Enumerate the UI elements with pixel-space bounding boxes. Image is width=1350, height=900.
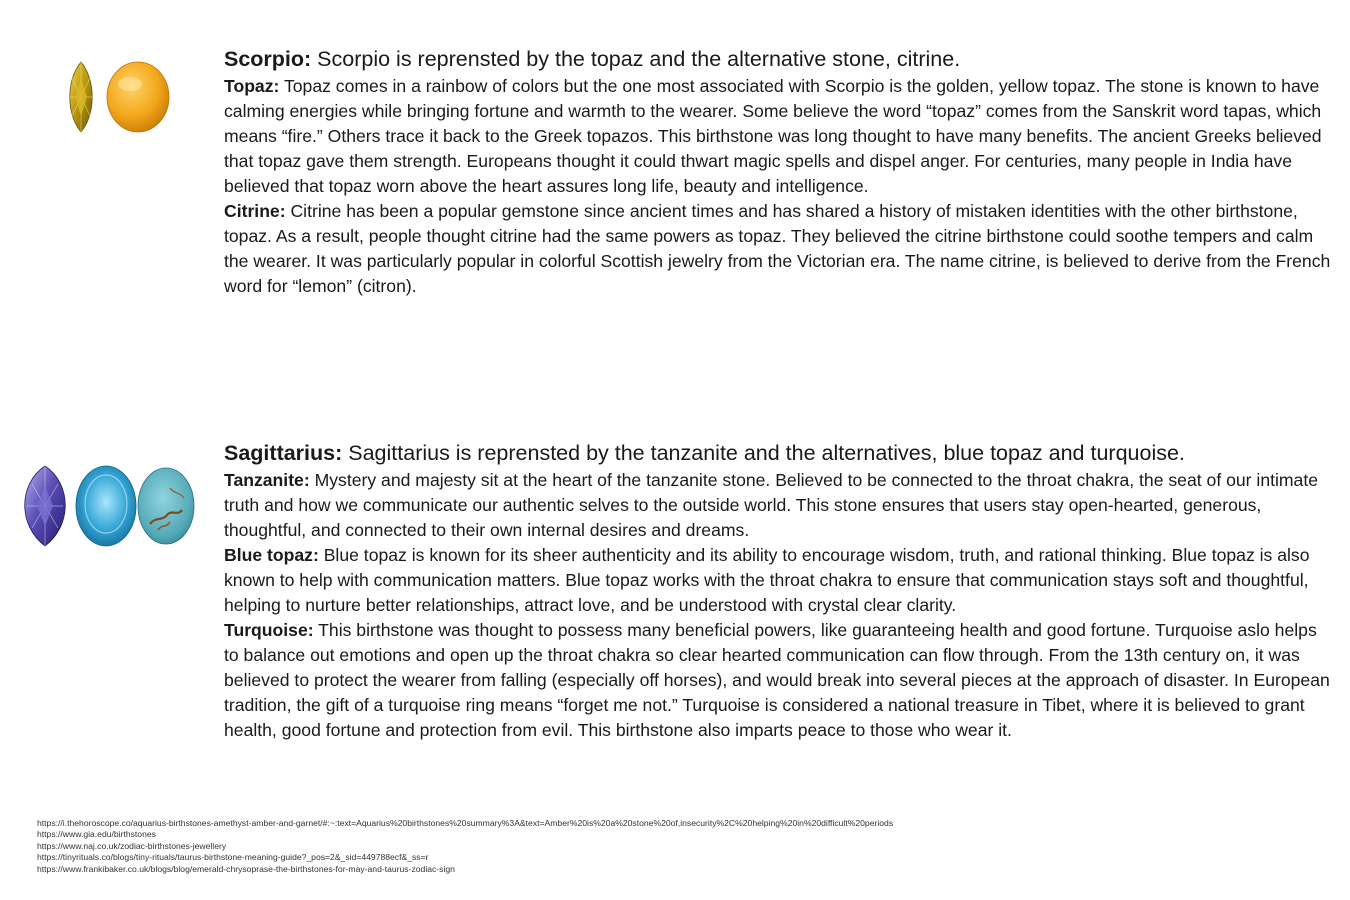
sagittarius-text <box>224 438 1334 743</box>
scorpio-gem-illustration <box>56 60 174 134</box>
turquoise-paragraph <box>224 618 1334 743</box>
blue-topaz-label: Blue topaz: <box>224 545 319 565</box>
citrine-oval-gem <box>107 62 169 132</box>
citrine-paragraph <box>224 199 1334 299</box>
topaz-marquise-gem <box>69 62 93 132</box>
tanzanite-paragraph <box>224 468 1334 543</box>
sagittarius-heading-label: Sagittarius: <box>224 441 343 465</box>
sagittarius-gems <box>24 464 196 548</box>
blue-topaz-description: Blue topaz is known for its sheer authenticity and its ability to encourage wisdom, truth, and rational thinking. Blue topaz is also known to help with communication matters. Blue topaz works with the throat chakra to ensure that communication stays soft and thoughtful, helping to nurture better relationships, attract love, and be understood with crystal clear clarity. <box>224 545 1310 615</box>
source-link[interactable]: https://www.frankibaker.co.uk/blogs/blog/emerald-chrysoprase-the-birthstones-for-may-and-taurus-zodiac-sign <box>37 863 455 874</box>
scorpio-gems <box>56 60 174 134</box>
tanzanite-marquise-gem <box>25 466 66 546</box>
sources-list <box>37 818 893 875</box>
source-link[interactable]: https://www.naj.co.uk/zodiac-birthstones-jewellery <box>37 840 227 851</box>
scorpio-text <box>224 44 1334 299</box>
source-link[interactable]: https://tinyrituals.co/blogs/tiny-rituals/taurus-birthstone-meaning-guide?_pos=2&_sid=449788ecf&_ss=r <box>37 852 429 863</box>
turquoise-label: Turquoise: <box>224 620 314 640</box>
blue-topaz-oval-gem <box>76 466 136 546</box>
citrine-label: Citrine: <box>224 201 286 221</box>
topaz-paragraph <box>224 74 1334 199</box>
sagittarius-section <box>0 438 1350 808</box>
topaz-description: Topaz comes in a rainbow of colors but the one most associated with Scorpio is the golden, yellow topaz. The stone is known to have calming energies while bringing fortune and warmth to the wearer. Some believe the word “topaz” comes from the Sanskrit word tapas, which means “fire.” Others trace it back to the Greek topazos. This birthstone was long thought to have many benefits. The ancient Greeks believed that topaz gave them strength. Europeans thought it could thwart magic spells and dispel anger. For centuries, many people in India have believed that topaz worn above the heart assures long life, beauty and intelligence. <box>224 76 1322 196</box>
citrine-description: Citrine has been a popular gemstone since ancient times and has shared a history of mistaken identities with the other birthstone, topaz. As a result, people thought citrine had the same powers as topaz. They believed the citrine birthstone could soothe tempers and calm the wearer. It was particularly popular in colorful Scottish jewelry from the Victorian era. The name citrine, is believed to derive from the French word for “lemon” (citron). <box>224 201 1331 296</box>
sagittarius-gem-illustration <box>24 464 196 548</box>
sagittarius-heading <box>224 438 1334 468</box>
scorpio-heading <box>224 44 1334 74</box>
source-link[interactable]: https://www.gia.edu/birthstones <box>37 829 156 840</box>
turquoise-description: This birthstone was thought to possess many beneficial powers, like guaranteeing health and good fortune. Turquoise aslo helps to balance out emotions and open up the throat chakra so clear hearted communication can flow through. From the 13th century on, it was believed to protect the wearer from falling (especially off horses), and would break into several pieces at the approach of disaster. In European tradition, the gift of a turquoise ring means “forget me not.” Turquoise is considered a national treasure in Tibet, where it is believed to grant health, good fortune and protection from evil. This birthstone also imparts peace to those who wear it. <box>224 620 1330 740</box>
tanzanite-label: Tanzanite: <box>224 470 310 490</box>
blue-topaz-paragraph <box>224 543 1334 618</box>
tanzanite-description: Mystery and majesty sit at the heart of the tanzanite stone. Believed to be connected to the throat chakra, the seat of our intimate truth and how we communicate our authentic selves to the outside world. This stone ensures that users stay open-hearted, generous, thoughtful, and connected to their own internal desires and dreams. <box>224 470 1319 540</box>
topaz-label: Topaz: <box>224 76 280 96</box>
scorpio-section <box>0 44 1350 344</box>
scorpio-heading-label: Scorpio: <box>224 47 312 71</box>
turquoise-oval-gem <box>138 468 194 544</box>
sagittarius-heading-text: Sagittarius is reprensted by the tanzanite and the alternatives, blue topaz and turquoise. <box>342 441 1185 465</box>
scorpio-heading-text: Scorpio is reprensted by the topaz and the alternative stone, citrine. <box>311 47 961 71</box>
source-link[interactable]: https://i.thehoroscope.co/aquarius-birthstones-amethyst-amber-and-garnet/#:~:text=Aquarius%20birthstones%20summary%3A&text=Amber%20is%20a%20stone%20of,insecurity%2C%20helping%20in%20difficult%20periods <box>37 818 894 828</box>
